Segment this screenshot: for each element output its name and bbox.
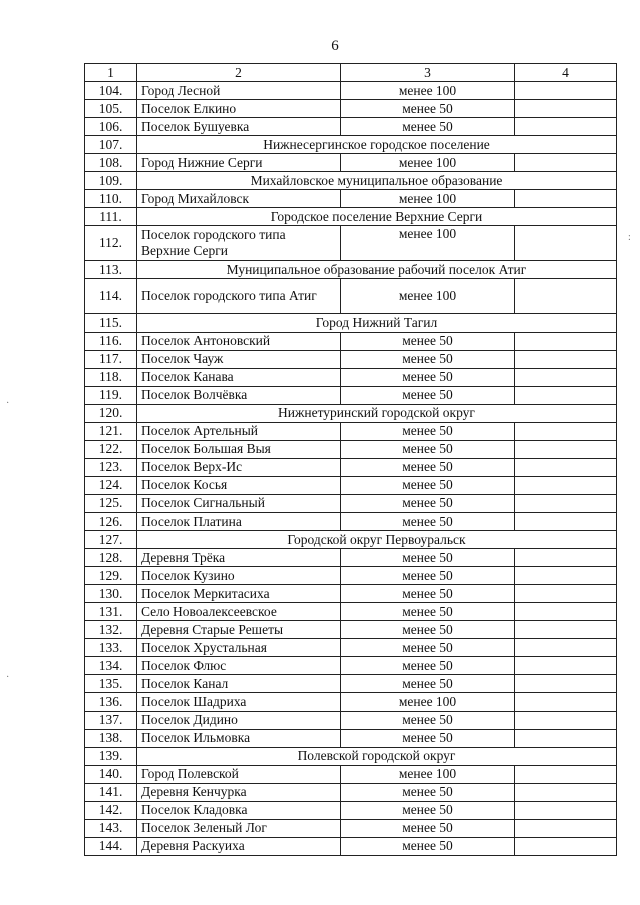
row-number: 137. [85,711,137,729]
row-number: 125. [85,494,137,512]
table-row [85,82,617,100]
column-4-cell [515,657,617,675]
row-number: 120. [85,404,137,422]
column-4-cell [515,729,617,747]
column-4-cell [515,512,617,530]
table-row [85,567,617,585]
column-4-cell [515,476,617,494]
settlement-name: Поселок Хрустальная [137,639,341,657]
row-number: 106. [85,118,137,136]
row-number: 108. [85,154,137,172]
settlement-name: Поселок Большая Выя [137,440,341,458]
row-number: 142. [85,801,137,819]
row-number: 140. [85,765,137,783]
column-header-2: 2 [137,64,341,82]
settlement-name: Город Михайловск [137,190,341,208]
settlements-table [84,63,617,856]
settlement-name: Поселок Меркитасиха [137,585,341,603]
settlement-name: Поселок Канал [137,675,341,693]
section-row [85,404,617,422]
row-number: 111. [85,208,137,226]
row-number: 135. [85,675,137,693]
population-value: менее 50 [341,118,515,136]
settlement-name: Поселок Зеленый Лог [137,819,341,837]
column-4-cell [515,494,617,512]
population-value: менее 100 [341,154,515,172]
row-number: 130. [85,585,137,603]
row-number: 118. [85,368,137,386]
settlement-name: Поселок городского типа Атиг [137,279,341,314]
settlement-name: Поселок Шадриха [137,693,341,711]
population-value: менее 50 [341,440,515,458]
column-4-cell [515,100,617,118]
column-header-4: 4 [515,64,617,82]
table-row [85,422,617,440]
column-4-cell [515,765,617,783]
table-row [85,350,617,368]
section-title: Нижнетуринский городской округ [137,404,617,422]
column-4-cell [515,819,617,837]
section-row [85,314,617,332]
settlement-name: Поселок Косья [137,476,341,494]
table-row [85,765,617,783]
population-value: менее 50 [341,476,515,494]
column-4-cell [515,801,617,819]
settlement-name: Поселок Чауж [137,350,341,368]
population-value: менее 50 [341,567,515,585]
table-row [85,512,617,530]
row-number: 126. [85,512,137,530]
row-number: 113. [85,261,137,279]
population-value: менее 50 [341,585,515,603]
table-row [85,458,617,476]
table-row [85,819,617,837]
row-number: 122. [85,440,137,458]
settlement-name: Поселок Кузино [137,567,341,585]
settlement-name: Поселок Платина [137,512,341,530]
column-4-cell [515,639,617,657]
population-value: менее 50 [341,100,515,118]
table-row [85,549,617,567]
table-row [85,368,617,386]
row-number: 139. [85,747,137,765]
settlement-name: Поселок Волчёвка [137,386,341,404]
section-title: Город Нижний Тагил [137,314,617,332]
row-number: 110. [85,190,137,208]
row-number: 123. [85,458,137,476]
population-value: менее 50 [341,350,515,368]
settlement-name: Поселок Флюс [137,657,341,675]
scan-mark: · [6,672,10,683]
column-4-cell [515,368,617,386]
row-number: 117. [85,350,137,368]
population-value: менее 50 [341,639,515,657]
row-number: 141. [85,783,137,801]
table-row [85,100,617,118]
table-row [85,603,617,621]
population-value: менее 50 [341,512,515,530]
section-title: Городской округ Первоуральск [137,531,617,549]
page-number: 6 [331,38,339,54]
population-value: менее 100 [341,765,515,783]
column-4-cell [515,190,617,208]
settlement-name: Деревня Трёка [137,549,341,567]
row-number: 138. [85,729,137,747]
row-number: 107. [85,136,137,154]
column-4-cell [515,837,617,855]
population-value: менее 50 [341,494,515,512]
settlement-name: Село Новоалексеевское [137,603,341,621]
population-value: менее 50 [341,675,515,693]
table-row [85,279,617,314]
table-row [85,494,617,512]
row-number: 127. [85,531,137,549]
table-row [85,154,617,172]
column-4-cell [515,386,617,404]
table-row [85,657,617,675]
section-title: Городское поселение Верхние Серги [137,208,617,226]
population-value: менее 50 [341,837,515,855]
table-row [85,693,617,711]
population-value: менее 50 [341,801,515,819]
table-row [85,639,617,657]
column-4-cell [515,82,617,100]
table-row [85,476,617,494]
settlement-name: Поселок Дидино [137,711,341,729]
table-row [85,837,617,855]
table-row [85,585,617,603]
population-value: менее 50 [341,368,515,386]
section-title: Полевской городской округ [137,747,617,765]
column-4-cell [515,279,617,314]
row-number: 132. [85,621,137,639]
row-number: 143. [85,819,137,837]
column-header-3: 3 [341,64,515,82]
row-number: 105. [85,100,137,118]
row-number: 124. [85,476,137,494]
settlement-name: Деревня Кенчурка [137,783,341,801]
population-value: менее 50 [341,422,515,440]
population-value: менее 100 [341,693,515,711]
population-value: менее 50 [341,729,515,747]
population-value: менее 50 [341,711,515,729]
settlement-name: Поселок городского типа Верхние Серги [137,226,341,261]
settlement-name: Поселок Сигнальный [137,494,341,512]
row-number: 136. [85,693,137,711]
row-number: 129. [85,567,137,585]
column-4-cell [515,621,617,639]
population-value: менее 50 [341,603,515,621]
table-header-row [85,64,617,82]
table-row [85,783,617,801]
column-4-cell [515,693,617,711]
row-number: 115. [85,314,137,332]
population-value: менее 50 [341,783,515,801]
row-number: 116. [85,332,137,350]
table-row [85,332,617,350]
settlement-name: Поселок Артельный [137,422,341,440]
population-value: менее 100 [341,279,515,314]
column-4-cell [515,350,617,368]
population-value: менее 50 [341,621,515,639]
column-4-cell [515,783,617,801]
scan-mark: · [6,398,10,409]
population-value: менее 50 [341,657,515,675]
settlement-name: Поселок Елкино [137,100,341,118]
row-number: 133. [85,639,137,657]
section-row [85,136,617,154]
column-4-cell [515,549,617,567]
settlement-name: Поселок Верх-Ис [137,458,341,476]
column-4-cell [515,675,617,693]
section-row [85,261,617,279]
section-row [85,747,617,765]
row-number: 119. [85,386,137,404]
population-value: менее 100 [341,82,515,100]
row-number: 128. [85,549,137,567]
section-row [85,172,617,190]
table-row [85,621,617,639]
section-title: Муниципальное образование рабочий поселок Атиг [137,261,617,279]
section-title: Нижнесергинское городское поселение [137,136,617,154]
table-row [85,386,617,404]
settlement-name: Город Полевской [137,765,341,783]
column-4-cell [515,332,617,350]
row-number: 104. [85,82,137,100]
settlement-name: Деревня Старые Решеты [137,621,341,639]
table-row [85,440,617,458]
table-row [85,190,617,208]
section-title: Михайловское муниципальное образование [137,172,617,190]
column-4-cell [515,440,617,458]
settlement-name: Город Лесной [137,82,341,100]
section-row [85,531,617,549]
population-value: менее 50 [341,819,515,837]
column-4-cell [515,567,617,585]
column-header-1: 1 [85,64,137,82]
row-number: 134. [85,657,137,675]
settlement-name: Поселок Бушуевка [137,118,341,136]
settlement-name: Поселок Антоновский [137,332,341,350]
settlement-name: Поселок Ильмовка [137,729,341,747]
column-4-cell [515,422,617,440]
table-row [85,729,617,747]
column-4-cell [515,118,617,136]
table-row [85,118,617,136]
population-value: менее 50 [341,549,515,567]
row-number: 144. [85,837,137,855]
row-number: 121. [85,422,137,440]
column-4-cell [515,711,617,729]
table-row [85,226,617,261]
row-number: 112. [85,226,137,261]
section-row [85,208,617,226]
table-body [85,64,617,856]
population-value: менее 100 [341,190,515,208]
column-4-cell [515,603,617,621]
column-4-cell [515,226,617,261]
row-number: 131. [85,603,137,621]
settlement-name: Поселок Канава [137,368,341,386]
population-value: менее 50 [341,386,515,404]
population-value: менее 100 [341,226,515,261]
table-row [85,711,617,729]
table-row [85,801,617,819]
scan-mark: : [628,232,631,243]
settlement-name: Поселок Кладовка [137,801,341,819]
population-value: менее 50 [341,332,515,350]
column-4-cell [515,585,617,603]
column-4-cell [515,154,617,172]
settlement-name: Деревня Раскуиха [137,837,341,855]
settlement-name: Город Нижние Серги [137,154,341,172]
population-value: менее 50 [341,458,515,476]
row-number: 114. [85,279,137,314]
table-row [85,675,617,693]
column-4-cell [515,458,617,476]
row-number: 109. [85,172,137,190]
